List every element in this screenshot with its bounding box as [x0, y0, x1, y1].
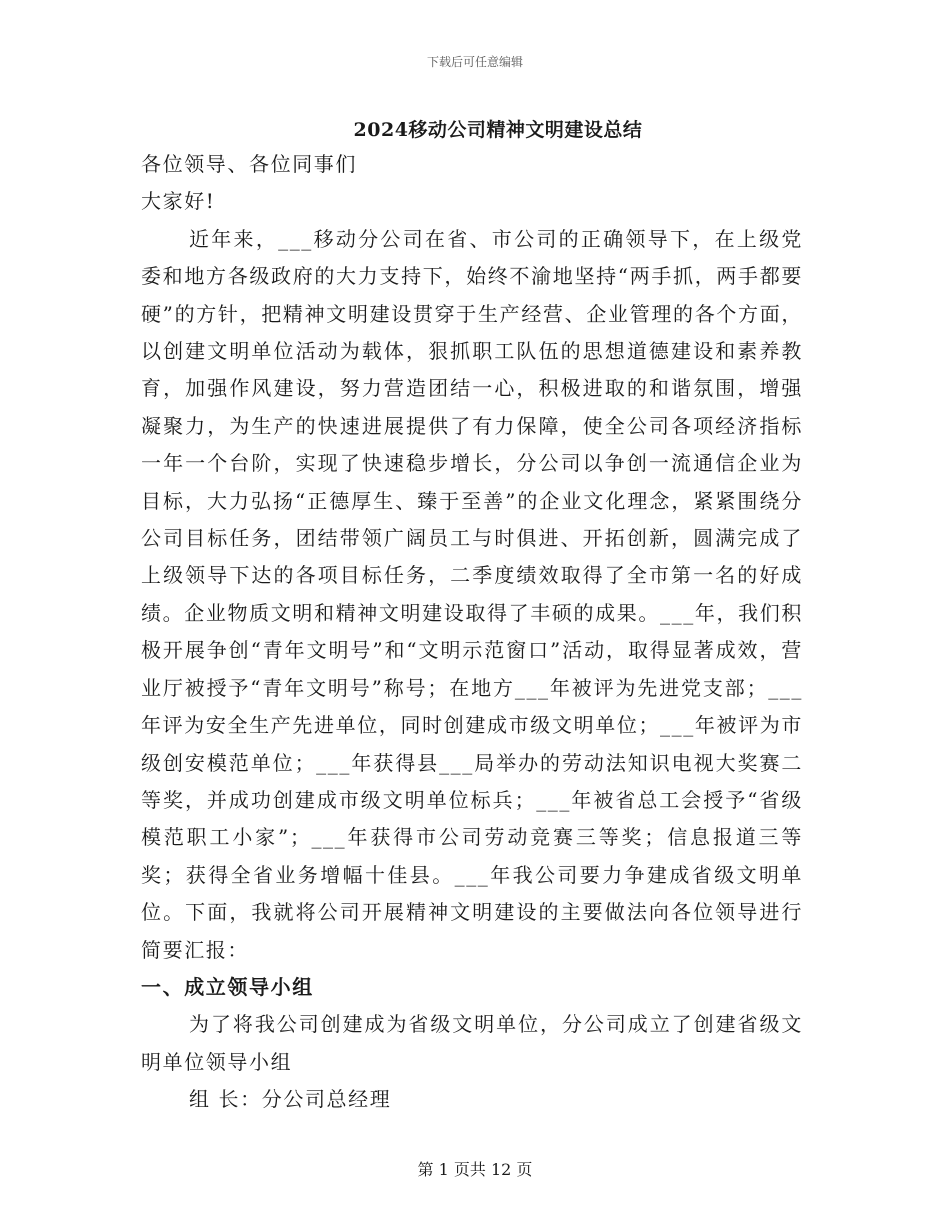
header-note: 下载后可任意编辑 — [426, 55, 523, 69]
salutation-greeting: 大家好! — [141, 189, 216, 214]
document-title: 2024移动公司精神文明建设总结 — [353, 119, 643, 141]
group-leader-line: 组 长：分公司总经理 — [189, 1087, 392, 1112]
salutation-leaders: 各位领导、各位同事们 — [141, 152, 357, 176]
leadership-group-paragraph: 为了将我公司创建成为省级文明单位，分公司成立了创建省级文明单位领导小组 — [141, 1012, 803, 1074]
page-number-footer: 第 1 页共 12 页 — [417, 1160, 533, 1179]
intro-paragraph: 近年来，___移动分公司在省、市公司的正确领导下，在上级党委和地方各级政府的大力支持下，始终不渝地坚持“两手抓，两手都要硬”的方针，把精神文明建设贯穿于生产经营、企业管理的各个方面，以创建文明单位活动为载体，狠抓职工队伍的思想道德建设和素养教育，加强作风建设，努力营造团结一心，积极进取的和谐氛围，增强凝聚力，为生产的快速进展提供了有力保障，使全公司各项经济指标一年一个台阶，实现了快速稳步增长，分公司以争创一流通信企业为目标，大力弘扬“正德厚生、臻于至善”的企业文化理念，紧紧围绕分公司目标任务，团结带领广阔员工与时俱进、开拓创新，圆满完成了上级领导下达的各项目标任务，二季度绩效取得了全市第一名的好成绩。企业物质文明和精神文明建设取得了丰硕的成果。___年，我们积极开展争创“青年文明号”和“文明示范窗口”活动，取得显著成效，营业厅被授予“青年文明号”称号；在地方___年被评为先进党支部；___年评为安全生产先进单位，同时创建成市级文明单位；___年被评为市级创安模范单位；___年获得县___局举办的劳动法知识电视大奖赛二等奖，并成功创建成市级文明单位标兵；___年被省总工会授予“省级模范职工小家”；___年获得市公司劳动竞赛三等奖；信息报道三等奖；获得全省业务增幅十佳县。___年我公司要力争建成省级文明单位。下面，我就将公司开展精神文明建设的主要做法向各位领导进行简要汇报： — [141, 226, 803, 962]
section-heading: 一、成立领导小组 — [141, 974, 314, 999]
document-body — [141, 146, 803, 1119]
